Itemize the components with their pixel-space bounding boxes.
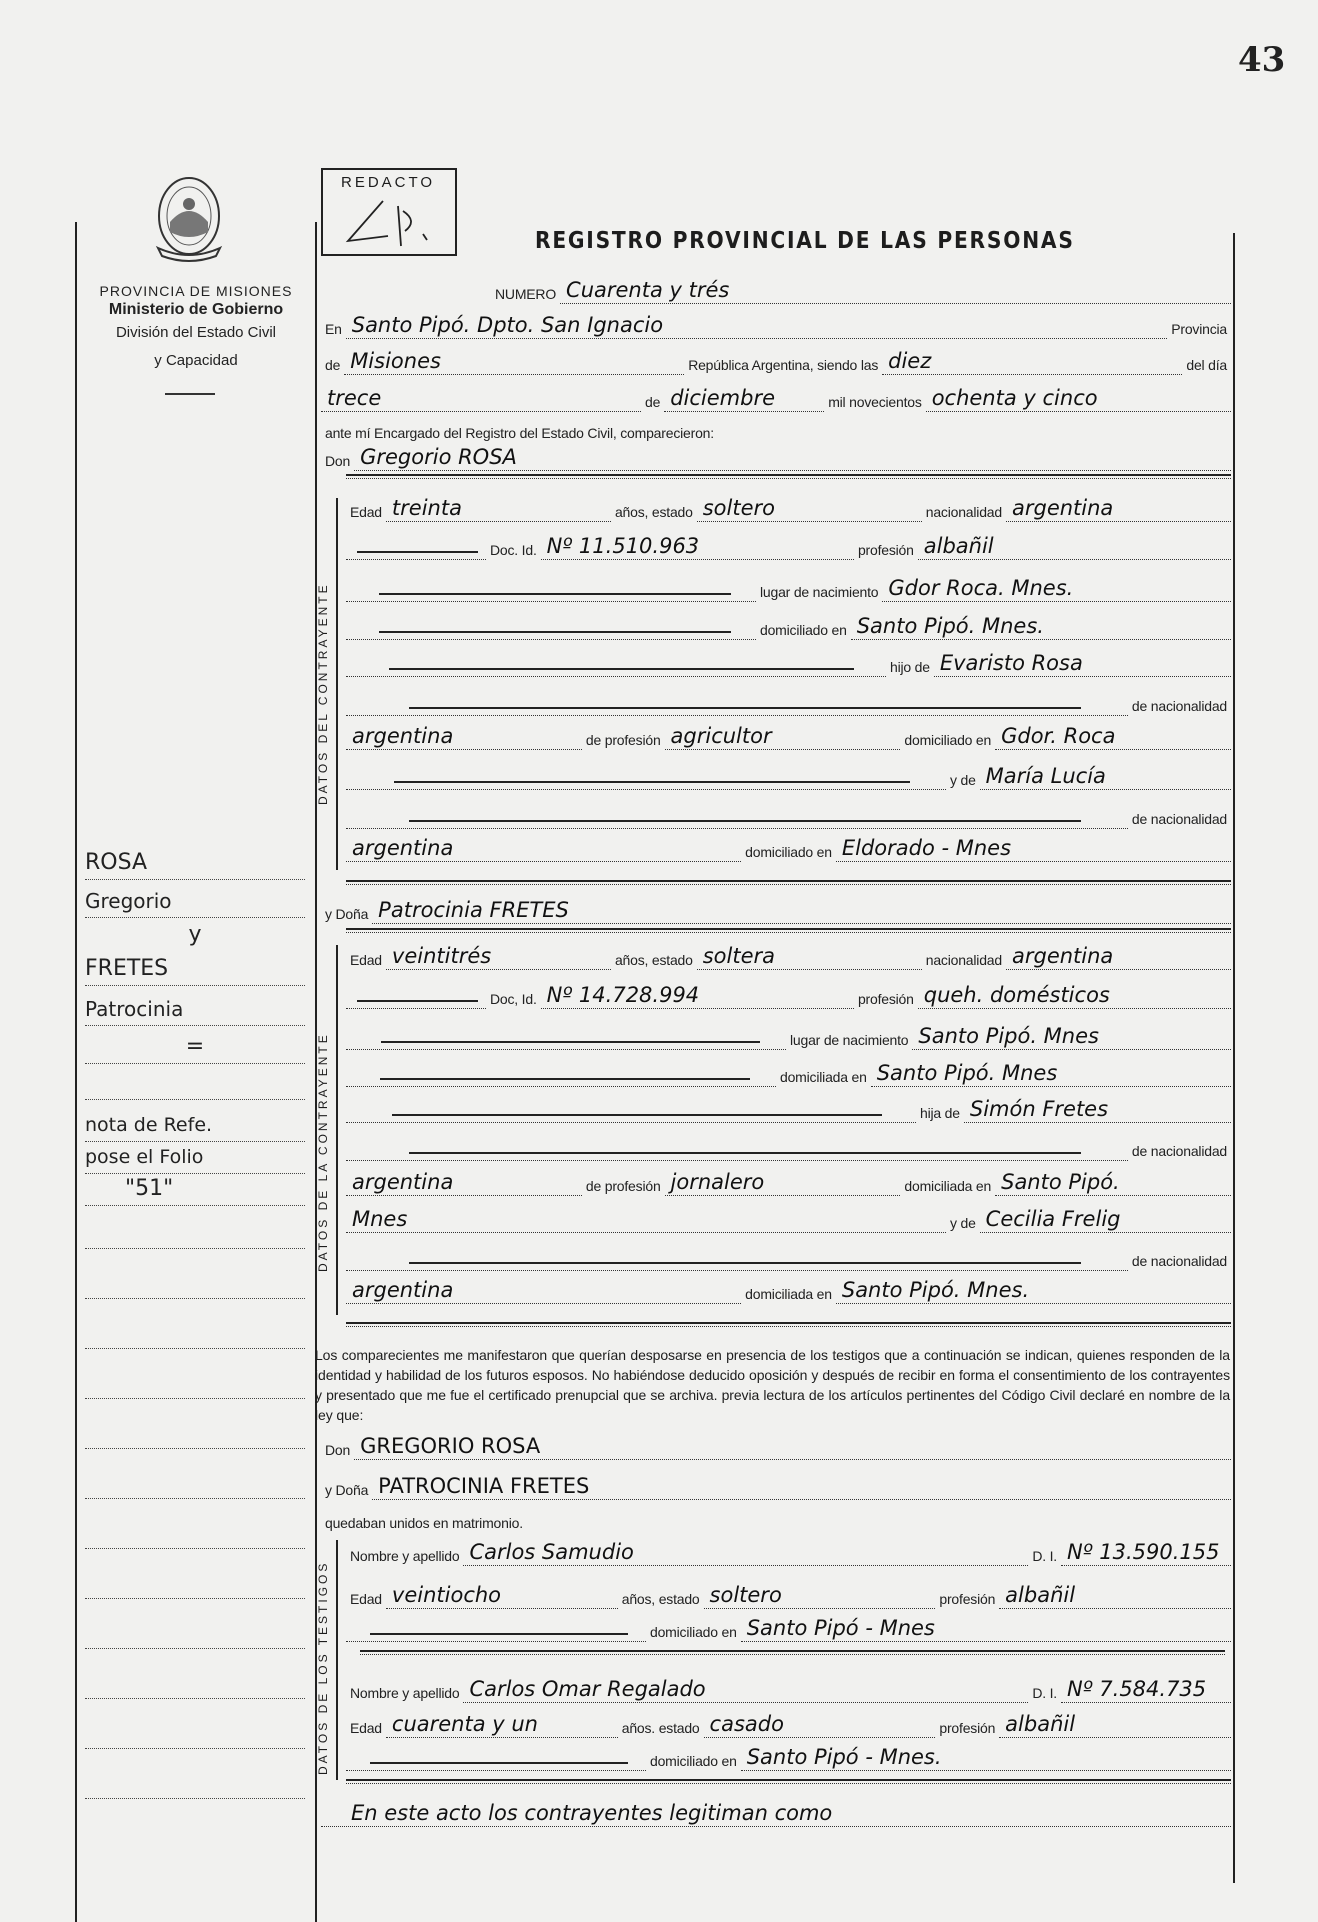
edad-value: veintitrés xyxy=(386,943,611,970)
filler xyxy=(346,1160,1128,1161)
margin-note-folio-number: "51" xyxy=(85,1172,305,1206)
don-value: Gregorio ROSA xyxy=(354,444,1231,471)
testigo-2-di: Nº 7.584.735 xyxy=(1061,1676,1231,1703)
testigo-2-estado: casado xyxy=(704,1711,936,1738)
de-nacionalidad-label: de nacionalidad xyxy=(1131,1143,1227,1159)
profesion-label: profesión xyxy=(939,1720,996,1736)
margin-note-y: y xyxy=(188,922,202,947)
de-nacionalidad-label: de nacionalidad xyxy=(1131,811,1227,827)
de-profesion-label: de profesión xyxy=(585,1178,661,1194)
margin-note-folio: pose el Folio xyxy=(85,1140,305,1174)
testigo-2-profesion: albañil xyxy=(999,1711,1231,1738)
separator xyxy=(346,1779,1231,1784)
mes-value: diciembre xyxy=(664,385,824,412)
decl-don-value: GREGORIO ROSA xyxy=(354,1433,1231,1460)
nacionalidad-value: argentina xyxy=(1006,943,1231,970)
testigo-1-di: Nº 13.590.155 xyxy=(1061,1539,1231,1566)
domicilio-label: domiciliado en xyxy=(650,1624,737,1640)
dona-value: Patrocinia FRETES xyxy=(372,897,1231,924)
padre-prof-value: agricultor xyxy=(665,723,901,750)
domicilio-label: domiciliada en xyxy=(904,1178,992,1194)
provincial-seal xyxy=(150,170,228,264)
margin-line xyxy=(85,1665,305,1699)
padre-prof-value: jornalero xyxy=(665,1169,901,1196)
di-label: D. I. xyxy=(1032,1548,1057,1564)
testigo-1-nombre-row xyxy=(346,1536,1231,1566)
domicilio-label: domiciliado en xyxy=(745,844,832,860)
filler xyxy=(346,1270,1128,1271)
profesion-label: profesión xyxy=(939,1591,996,1607)
redactor-signature xyxy=(343,196,443,252)
division-label: División del Estado Civil xyxy=(115,324,277,341)
testigo-2-domicilio: Santo Pipó - Mnes. xyxy=(741,1744,1231,1771)
padre-dom-cont-value: Mnes xyxy=(346,1206,946,1233)
separator xyxy=(346,474,1231,479)
de-mes-label: de xyxy=(645,394,661,410)
dia-value: trece xyxy=(321,385,641,412)
fecha-row xyxy=(321,382,1231,412)
de-profesion-label: de profesión xyxy=(585,732,661,748)
contrayente-madre-dom-row xyxy=(346,832,1231,862)
estado-value: soltera xyxy=(697,943,922,970)
decl-dona-row xyxy=(321,1470,1231,1500)
don-row xyxy=(321,441,1231,471)
lugar-value: Santo Pipó. Mnes xyxy=(912,1023,1231,1050)
doc-label: Doc, Id. xyxy=(490,991,537,1007)
de-nacionalidad-label: de nacionalidad xyxy=(1131,698,1227,714)
margin-note-mark: = xyxy=(85,1030,305,1064)
en-label: En xyxy=(325,321,342,337)
document-title: REGISTRO PROVINCIAL DE LAS PERSONAS xyxy=(535,228,1075,254)
hijo-label: hijo de xyxy=(890,659,930,675)
padre-dom-value: Santo Pipó. xyxy=(995,1169,1231,1196)
side-label-contrayente: DATOS DEL CONTRAYENTE xyxy=(316,582,330,805)
dona-label: y Doña xyxy=(325,906,369,922)
filler xyxy=(346,789,946,790)
republica-label: República Argentina, siendo las xyxy=(688,357,879,373)
domicilio-label: domiciliado en xyxy=(904,732,992,748)
filler xyxy=(346,559,486,560)
contrayente-madre-nac-row xyxy=(346,799,1231,829)
testigo-1-edad: veintiocho xyxy=(386,1582,618,1609)
margin-line xyxy=(85,1465,305,1499)
contrayente-domicilio-row xyxy=(346,610,1231,640)
hija-label: hija de xyxy=(920,1105,960,1121)
domicilio-label: domiciliada en xyxy=(745,1286,832,1302)
filler xyxy=(346,639,756,640)
y-de-label: y de xyxy=(950,1215,976,1231)
margin-line xyxy=(85,1615,305,1649)
observaciones-row xyxy=(321,1797,1231,1827)
side-label-contrayenta: DATOS DE LA CONTRAYENTE xyxy=(316,1032,330,1272)
contrayenta-doc-row xyxy=(346,979,1231,1009)
side-label-testigos: DATOS DE LOS TESTIGOS xyxy=(316,1560,330,1775)
filler xyxy=(346,1122,916,1123)
estado-label: años, estado xyxy=(614,952,693,968)
domicilio-label: domiciliado en xyxy=(650,1753,737,1769)
domicilio-value: Santo Pipó. Mnes xyxy=(871,1060,1231,1087)
right-border xyxy=(1233,233,1235,1883)
padre-value: Evaristo Rosa xyxy=(934,650,1231,677)
madre-nac-value: argentina xyxy=(346,1277,741,1304)
provincia-value: Misiones xyxy=(344,348,684,375)
testigo-1-domicilio: Santo Pipó - Mnes xyxy=(741,1615,1231,1642)
lugar-label: lugar de nacimiento xyxy=(790,1032,909,1048)
y-de-label: y de xyxy=(950,772,976,788)
numero-value: Cuarenta y trés xyxy=(560,277,1231,304)
lugar-value: Santo Pipó. Dpto. San Ignacio xyxy=(346,312,1167,339)
province-label: PROVINCIA DE MISIONES xyxy=(99,283,293,299)
dona-label: y Doña xyxy=(325,1482,369,1498)
filler xyxy=(346,715,1128,716)
contrayenta-padre-prof-row xyxy=(346,1166,1231,1196)
declaration-text: Los comparecientes me manifestaron que querían desposarse en presencia de los testigos que a continuación se indican, quienes responden de la identidad y habilidad de los futuros esposos. No habiéndose deducido oposición y después de recibir en forma el consentimiento de los contrayentes y presentado que me fue el certificado prenupcial que se archiva. previa lectura de los artículos pertinentes del Código Civil declaré en nombre de la ley que: xyxy=(315,1347,1230,1423)
estado-label: años, estado xyxy=(614,504,693,520)
section-bracket xyxy=(336,1540,338,1780)
redacto-label: REDACTO xyxy=(341,174,436,191)
doc-value: Nº 11.510.963 xyxy=(541,533,854,560)
numero-row xyxy=(321,274,1231,304)
contrayenta-padre-row xyxy=(346,1093,1231,1123)
testigo-1-nombre: Carlos Samudio xyxy=(463,1539,1028,1566)
decl-dona-value: PATROCINIA FRETES xyxy=(372,1473,1231,1500)
doc-label: Doc. Id. xyxy=(490,542,537,558)
testigo-2-edad-row xyxy=(346,1708,1231,1738)
observaciones-text: En este acto los contrayentes legitiman como xyxy=(321,1800,1231,1827)
nacionalidad-label: nacionalidad xyxy=(925,952,1002,968)
padre-value: Simón Fretes xyxy=(964,1096,1231,1123)
estado-label: años, estado xyxy=(621,1591,700,1607)
padre-nac-value: argentina xyxy=(346,1169,582,1196)
testigo-1-profesion: albañil xyxy=(999,1582,1231,1609)
nombre-label: Nombre y apellido xyxy=(350,1548,460,1564)
testigo-2-nombre: Carlos Omar Regalado xyxy=(463,1676,1028,1703)
contrayente-padre-nac-row xyxy=(346,686,1231,716)
madre-dom-value: Eldorado - Mnes xyxy=(836,835,1231,862)
di-label: D. I. xyxy=(1032,1685,1057,1701)
de-nacionalidad-label: de nacionalidad xyxy=(1131,1253,1227,1269)
de-label: de xyxy=(325,357,341,373)
testigo-2-edad: cuarenta y un xyxy=(386,1711,618,1738)
margin-note-surname: ROSA xyxy=(85,846,305,880)
filler xyxy=(346,1770,646,1771)
margin-line xyxy=(85,1365,305,1399)
margin-line xyxy=(85,1315,305,1349)
filler xyxy=(346,828,1128,829)
profesion-value: queh. domésticos xyxy=(918,982,1231,1009)
section-bracket xyxy=(336,945,338,1315)
anio-value: ochenta y cinco xyxy=(926,385,1231,412)
provincia-label: Provincia xyxy=(1171,321,1227,337)
separator xyxy=(346,928,1231,933)
contrayenta-lugar-row xyxy=(346,1020,1231,1050)
domicilio-label: domiciliado en xyxy=(760,622,847,638)
testigo-1-estado: soltero xyxy=(704,1582,936,1609)
contrayenta-padre-nac-row xyxy=(346,1131,1231,1161)
testigo-1-edad-row xyxy=(346,1579,1231,1609)
filler xyxy=(346,1008,486,1009)
margin-line xyxy=(85,1415,305,1449)
hora-value: diez xyxy=(882,348,1182,375)
decl-don-row xyxy=(321,1430,1231,1460)
margin-line xyxy=(85,1715,305,1749)
don-label: Don xyxy=(325,453,351,469)
edad-label: Edad xyxy=(350,952,382,968)
estado-value: soltero xyxy=(697,495,922,522)
separator xyxy=(346,880,1231,885)
profesion-label: profesión xyxy=(857,542,914,558)
divider xyxy=(165,393,215,395)
numero-label: NUMERO xyxy=(495,286,557,302)
nacionalidad-label: nacionalidad xyxy=(925,504,1002,520)
lugar-label: lugar de nacimiento xyxy=(760,584,879,600)
filler xyxy=(346,676,886,677)
left-border xyxy=(75,222,77,1922)
mil-label: mil novecientos xyxy=(828,394,922,410)
contrayente-madre-row xyxy=(346,760,1231,790)
filler xyxy=(346,1086,776,1087)
division-label-2: y Capacidad xyxy=(154,352,238,369)
del-dia-label: del día xyxy=(1186,357,1227,373)
separator xyxy=(346,1322,1231,1327)
separator xyxy=(360,1650,1225,1655)
profesion-value: albañil xyxy=(918,533,1231,560)
closing-row xyxy=(321,1503,1231,1533)
filler xyxy=(346,601,756,602)
contrayenta-madre-nac-row xyxy=(346,1241,1231,1271)
edad-label: Edad xyxy=(350,1591,382,1607)
testigo-2-domicilio-row xyxy=(346,1741,1231,1771)
margin-note-surname-2: FRETES xyxy=(85,952,305,986)
margin-note-blank xyxy=(85,1066,305,1100)
domicilio-value: Santo Pipó. Mnes. xyxy=(851,613,1231,640)
madre-dom-value: Santo Pipó. Mnes. xyxy=(836,1277,1231,1304)
lugar-value: Gdor Roca. Mnes. xyxy=(882,575,1231,602)
margin-note-ref: nota de Refe. xyxy=(85,1108,305,1142)
margin-line xyxy=(85,1215,305,1249)
domicilio-label: domiciliada en xyxy=(780,1069,867,1085)
redacto-box xyxy=(321,168,457,256)
nombre-label: Nombre y apellido xyxy=(350,1685,460,1701)
filler xyxy=(346,1641,646,1642)
margin-line xyxy=(85,1515,305,1549)
lugar-row xyxy=(321,309,1231,339)
dona-row xyxy=(321,894,1231,924)
edad-label: Edad xyxy=(350,504,382,520)
madre-value: María Lucía xyxy=(980,763,1231,790)
closing-text: quedaban unidos en matrimonio. xyxy=(325,1515,523,1531)
contrayente-edad-row xyxy=(346,492,1231,522)
margin-note-name-2: Patrocinia xyxy=(85,992,305,1026)
filler xyxy=(346,1049,786,1050)
testigo-1-domicilio-row xyxy=(346,1612,1231,1642)
edad-value: treinta xyxy=(386,495,611,522)
contrayente-doc-row xyxy=(346,530,1231,560)
provincia-row xyxy=(321,345,1231,375)
contrayenta-domicilio-row xyxy=(346,1057,1231,1087)
page-number: 43 xyxy=(1238,40,1286,80)
ante-row xyxy=(321,413,1231,443)
doc-value: Nº 14.728.994 xyxy=(541,982,854,1009)
ministry-label: Ministerio de Gobierno xyxy=(108,301,284,318)
testigo-2-nombre-row xyxy=(346,1673,1231,1703)
margin-line xyxy=(85,1265,305,1299)
contrayenta-edad-row xyxy=(346,940,1231,970)
margin-line xyxy=(85,1765,305,1799)
profesion-label: profesión xyxy=(857,991,914,1007)
don-label: Don xyxy=(325,1442,351,1458)
contrayenta-madre-row xyxy=(346,1203,1231,1233)
margin-line xyxy=(85,1565,305,1599)
estado-label: años. estado xyxy=(621,1720,700,1736)
padre-dom-value: Gdor. Roca xyxy=(995,723,1231,750)
contrayente-lugar-row xyxy=(346,572,1231,602)
edad-label: Edad xyxy=(350,1720,382,1736)
contrayente-padre-row xyxy=(346,647,1231,677)
ante-text: ante mí Encargado del Registro del Estado Civil, comparecieron: xyxy=(325,425,714,441)
contrayenta-madre-dom-row xyxy=(346,1274,1231,1304)
padre-nac-value: argentina xyxy=(346,723,582,750)
margin-note-name: Gregorio xyxy=(85,884,305,918)
contrayente-padre-prof-row xyxy=(346,720,1231,750)
section-bracket xyxy=(336,498,338,870)
madre-value: Cecilia Frelig xyxy=(980,1206,1231,1233)
madre-nac-value: argentina xyxy=(346,835,741,862)
nacionalidad-value: argentina xyxy=(1006,495,1231,522)
